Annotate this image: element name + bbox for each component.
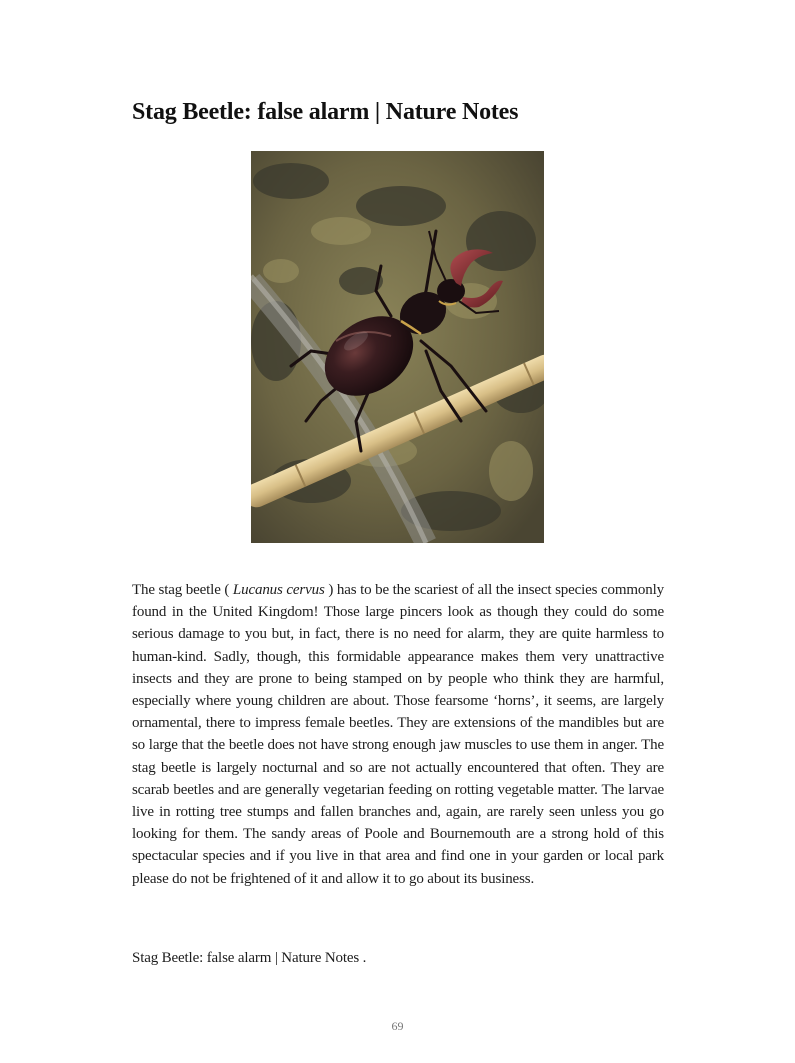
source-link[interactable]: Stag Beetle: false alarm | Nature Notes . [132,950,367,966]
page-number: 69 [391,1019,404,1033]
body-rest: ) has to be the scariest of all the insect species commonly found in the United Kingdom! Those large pincers look as though they could do some serious damage to you but, in fact, there is no need for alarm, they are quite harmless to human-kind. Sadly, though, this formidable appearance makes them very unattractive insects and they are prone to being stamped on by people who think they are harmful, especially where young children are about. Those fearsome ‘horns’, it seems, are largely ornamental, there to impress female beetles. They are extensions of the mandibles but are so large that the beetle does not have strong enough jaw muscles to use them in anger. The stag beetle is largely nocturnal and so are not actually encountered that often. They are scarab beetles and are generally vegetarian feeding on rotting vegetable matter. The larvae live in rotting tree stumps and fallen branches and, again, are rarely seen unless you go looking for them. The sandy areas of Poole and Bournemouth are a strong hold of this spectacular species and if you live in that area and find one in your garden or local park please do not be frightened of it and allow it to go about its business. [132,582,664,887]
page-title: Stag Beetle: false alarm | Nature Notes [132,99,519,125]
species-name: Lucanus cervus [232,582,325,598]
stag-beetle-photo [251,151,544,543]
body-intro: The stag beetle ( [132,582,230,598]
article-body [132,579,664,890]
